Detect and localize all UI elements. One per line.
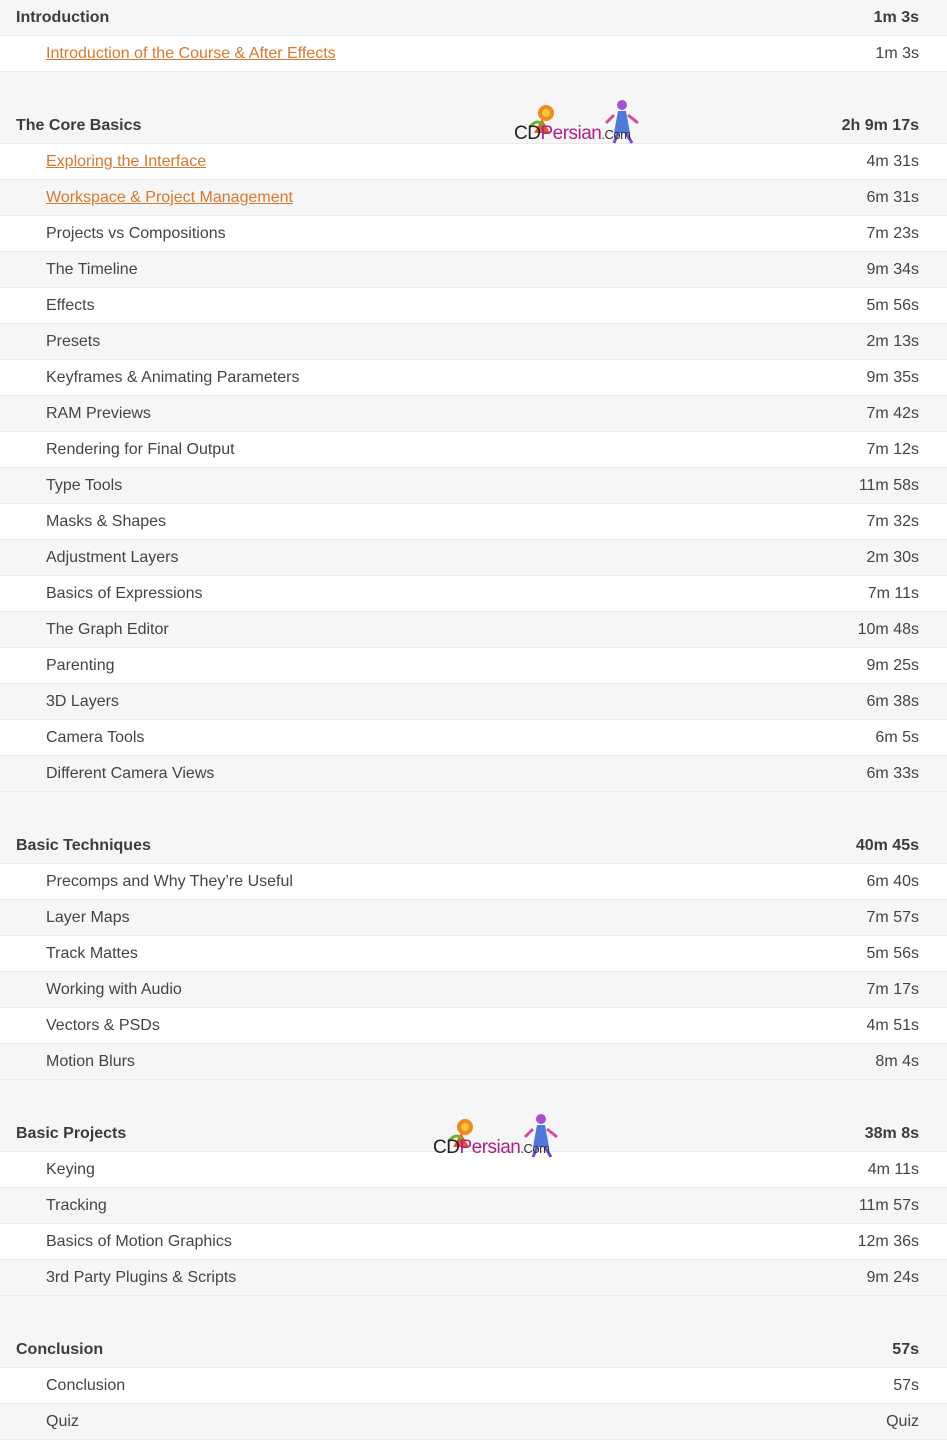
lesson-row[interactable] — [0, 648, 947, 684]
lesson-duration: 7m 57s — [866, 908, 919, 926]
section-title: Basic Techniques — [16, 836, 151, 854]
section-duration: 40m 45s — [855, 836, 919, 854]
lesson-title: Tracking — [46, 1196, 107, 1214]
lesson-title: Quiz — [46, 1412, 79, 1430]
lesson-duration: 7m 23s — [866, 224, 919, 242]
lesson-row[interactable] — [0, 972, 947, 1008]
lesson-duration: 9m 35s — [866, 368, 919, 386]
lesson-row[interactable] — [0, 1368, 947, 1404]
lesson-title: Precomps and Why They’re Useful — [46, 872, 293, 890]
lesson-row[interactable] — [0, 468, 947, 504]
curriculum-section — [0, 1332, 947, 1440]
lesson-duration: 6m 5s — [875, 728, 919, 746]
lesson-duration: 4m 51s — [866, 1016, 919, 1034]
lesson-duration: 6m 33s — [866, 764, 919, 782]
curriculum-section — [0, 108, 947, 792]
lesson-list — [0, 1152, 947, 1296]
lesson-duration: 7m 42s — [866, 404, 919, 422]
lesson-row[interactable] — [0, 576, 947, 612]
lesson-duration: 7m 32s — [866, 512, 919, 530]
lesson-row[interactable] — [0, 1404, 947, 1440]
lesson-row[interactable] — [0, 900, 947, 936]
lesson-row[interactable] — [0, 36, 947, 72]
curriculum-section — [0, 828, 947, 1080]
lesson-duration: 7m 12s — [866, 440, 919, 458]
lesson-duration: 9m 25s — [866, 656, 919, 674]
section-title: Basic Projects — [16, 1124, 127, 1142]
lesson-title: Camera Tools — [46, 728, 145, 746]
lesson-row[interactable] — [0, 612, 947, 648]
lesson-link[interactable]: Workspace & Project Management — [46, 188, 293, 206]
lesson-title: 3rd Party Plugins & Scripts — [46, 1268, 237, 1286]
section-title: Introduction — [16, 8, 110, 26]
lesson-list — [0, 1368, 947, 1440]
lesson-duration: 4m 11s — [867, 1160, 919, 1178]
section-title: The Core Basics — [16, 116, 142, 134]
lesson-list — [0, 36, 947, 72]
lesson-title: Type Tools — [46, 476, 123, 494]
section-spacer — [0, 1296, 947, 1332]
watermark-logo — [433, 1107, 573, 1163]
lesson-duration: 12m 36s — [857, 1232, 919, 1250]
lesson-duration: 5m 56s — [866, 944, 919, 962]
lesson-duration: 9m 24s — [866, 1268, 919, 1286]
lesson-title: The Timeline — [46, 260, 138, 278]
lesson-duration: 2m 13s — [866, 332, 919, 350]
lesson-title: Vectors & PSDs — [46, 1016, 160, 1034]
watermark-logo — [514, 93, 654, 149]
lesson-list — [0, 144, 947, 792]
lesson-list — [0, 864, 947, 1080]
lesson-duration: 5m 56s — [866, 296, 919, 314]
section-duration: 1m 3s — [873, 8, 919, 26]
lesson-duration: 11m 57s — [858, 1196, 919, 1214]
section-title: Conclusion — [16, 1340, 104, 1358]
lesson-row[interactable] — [0, 1044, 947, 1080]
lesson-duration: 10m 48s — [857, 620, 919, 638]
lesson-title: Working with Audio — [46, 980, 182, 998]
lesson-title: Adjustment Layers — [46, 548, 179, 566]
lesson-link[interactable]: Exploring the Interface — [46, 152, 207, 170]
lesson-title: 3D Layers — [46, 692, 119, 710]
section-duration: 38m 8s — [864, 1124, 919, 1142]
lesson-row[interactable] — [0, 396, 947, 432]
lesson-row[interactable] — [0, 756, 947, 792]
lesson-title: Track Mattes — [46, 944, 138, 962]
curriculum-section — [0, 0, 947, 72]
lesson-duration: 6m 40s — [866, 872, 919, 890]
lesson-row[interactable] — [0, 1260, 947, 1296]
section-header[interactable] — [0, 1332, 947, 1368]
lesson-row[interactable] — [0, 504, 947, 540]
lesson-title: Basics of Expressions — [46, 584, 203, 602]
lesson-row[interactable] — [0, 1008, 947, 1044]
lesson-duration: 6m 38s — [866, 692, 919, 710]
lesson-duration: 8m 4s — [875, 1052, 919, 1070]
lesson-title: Layer Maps — [46, 908, 130, 926]
section-spacer — [0, 72, 947, 108]
lesson-duration: 57s — [893, 1376, 919, 1394]
lesson-title: Effects — [46, 296, 95, 314]
lesson-title: Projects vs Compositions — [46, 224, 226, 242]
lesson-title: Rendering for Final Output — [46, 440, 235, 458]
lesson-title: Keyframes & Animating Parameters — [46, 368, 300, 386]
lesson-row[interactable] — [0, 720, 947, 756]
lesson-row[interactable] — [0, 324, 947, 360]
lesson-title: RAM Previews — [46, 404, 151, 422]
lesson-title: Keying — [46, 1160, 95, 1178]
lesson-duration: 4m 31s — [866, 152, 919, 170]
lesson-duration: 11m 58s — [858, 476, 919, 494]
lesson-row[interactable] — [0, 936, 947, 972]
lesson-duration: 1m 3s — [875, 44, 919, 62]
section-duration: 57s — [892, 1340, 919, 1358]
lesson-title: Motion Blurs — [46, 1052, 135, 1070]
lesson-row[interactable] — [0, 432, 947, 468]
lesson-link[interactable]: Introduction of the Course & After Effects — [46, 44, 336, 62]
watermark-text: CDPersian.Com — [433, 1137, 550, 1158]
section-header[interactable] — [0, 828, 947, 864]
lesson-row[interactable] — [0, 180, 947, 216]
lesson-row[interactable] — [0, 1224, 947, 1260]
lesson-row[interactable] — [0, 360, 947, 396]
lesson-row[interactable] — [0, 252, 947, 288]
lesson-title: The Graph Editor — [46, 620, 169, 638]
lesson-title: Basics of Motion Graphics — [46, 1232, 232, 1250]
lesson-row[interactable] — [0, 216, 947, 252]
section-duration: 2h 9m 17s — [841, 116, 919, 134]
lesson-title: Presets — [46, 332, 101, 350]
lesson-title: Masks & Shapes — [46, 512, 167, 530]
section-header[interactable] — [0, 108, 947, 144]
lesson-row[interactable] — [0, 684, 947, 720]
lesson-duration: 2m 30s — [866, 548, 919, 566]
lesson-duration: 7m 11s — [867, 584, 919, 602]
lesson-title: Parenting — [46, 656, 115, 674]
lesson-row[interactable] — [0, 1188, 947, 1224]
lesson-duration: 9m 34s — [866, 260, 919, 278]
lesson-duration: 7m 17s — [866, 980, 919, 998]
lesson-row[interactable] — [0, 540, 947, 576]
section-spacer — [0, 792, 947, 828]
lesson-row[interactable] — [0, 864, 947, 900]
lesson-title: Different Camera Views — [46, 764, 215, 782]
lesson-title: Conclusion — [46, 1376, 126, 1394]
watermark-text: CDPersian.Com — [514, 123, 631, 144]
lesson-duration: 6m 31s — [866, 188, 919, 206]
lesson-row[interactable] — [0, 288, 947, 324]
lesson-row[interactable] — [0, 144, 947, 180]
lesson-duration: Quiz — [886, 1412, 919, 1430]
section-header[interactable] — [0, 0, 947, 36]
